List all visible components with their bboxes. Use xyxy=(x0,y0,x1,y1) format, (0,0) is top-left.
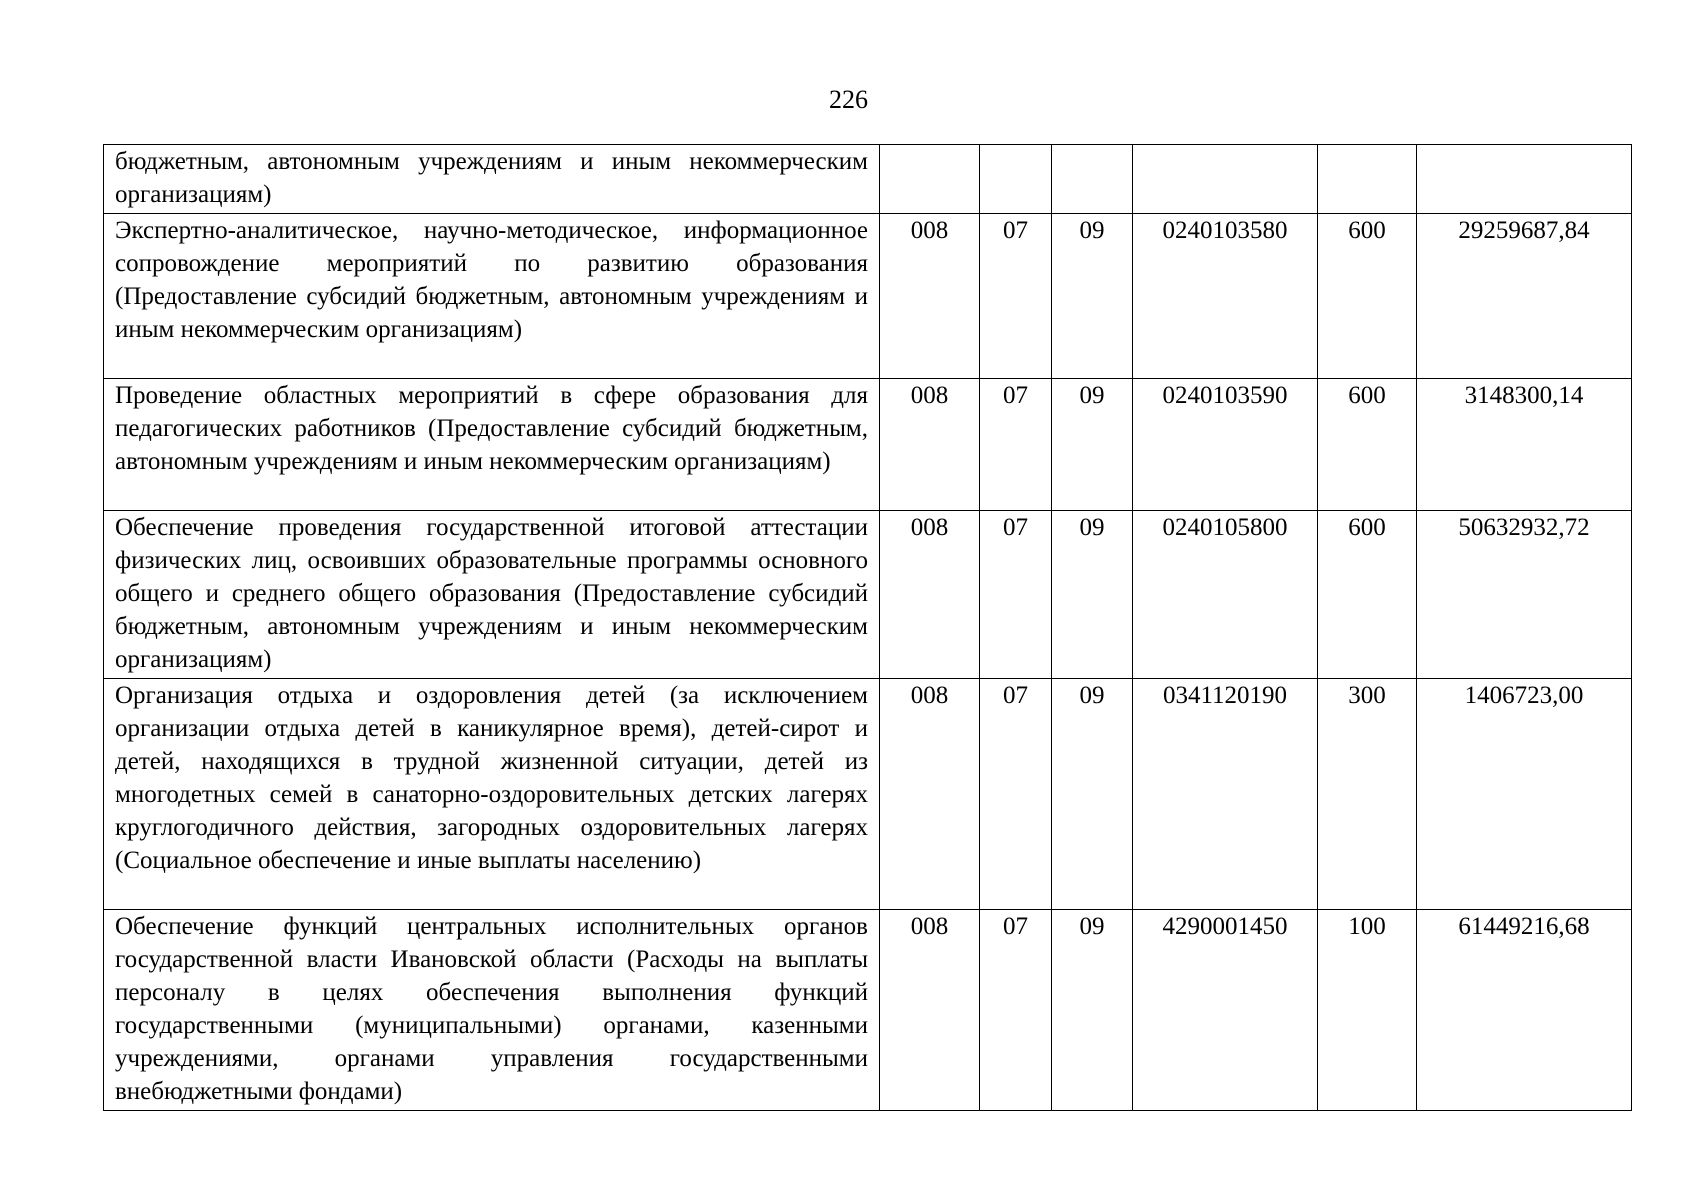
section-code: 07 xyxy=(980,511,1052,679)
table-row xyxy=(104,145,1632,214)
ministry-code: 008 xyxy=(880,214,980,379)
section-code: 07 xyxy=(980,214,1052,379)
row-description: Проведение областных мероприятий в сфере образования для педагогических работников (Предоставление субсидий бюджетным, автономным учреждениям и иным некоммерческим организациям) xyxy=(104,379,880,511)
budget-table xyxy=(103,144,1632,1111)
table-row xyxy=(104,679,1632,910)
expense-type-code xyxy=(1318,145,1417,214)
target-article-code: 0240103580 xyxy=(1133,214,1318,379)
target-article-code: 0240105800 xyxy=(1133,511,1318,679)
ministry-code xyxy=(880,145,980,214)
target-article-code: 0341120190 xyxy=(1133,679,1318,910)
ministry-code: 008 xyxy=(880,379,980,511)
row-description: Экспертно-аналитическое, научно-методическое, информационное сопровождение мероприятий по развитию образования (Предоставление субсидий бюджетным, автономным учреждениям и иным некоммерческим организациям) xyxy=(104,214,880,379)
amount: 50632932,72 xyxy=(1417,511,1632,679)
ministry-code: 008 xyxy=(880,679,980,910)
row-description: бюджетным, автономным учреждениям и иным некоммерческим организациям) xyxy=(104,145,880,214)
row-description: Организация отдыха и оздоровления детей (за исключением организации отдыха детей в каникулярное время), детей-сирот и детей, находящихся в трудной жизненной ситуации, детей из многодетных семей в санаторно-оздоровительных детских лагерях круглогодичного действия, загородных оздоровительных лагерях (Социальное обеспечение и иные выплаты населению) xyxy=(104,679,880,910)
amount: 3148300,14 xyxy=(1417,379,1632,511)
ministry-code: 008 xyxy=(880,511,980,679)
target-article-code: 0240103590 xyxy=(1133,379,1318,511)
expense-type-code: 600 xyxy=(1318,511,1417,679)
section-code: 07 xyxy=(980,379,1052,511)
row-description: Обеспечение проведения государственной итоговой аттестации физических лиц, освоивших образовательные программы основного общего и среднего общего образования (Предоставление субсидий бюджетным, автономным учреждениям и иным некоммерческим организациям) xyxy=(104,511,880,679)
amount: 29259687,84 xyxy=(1417,214,1632,379)
expense-type-code: 100 xyxy=(1318,910,1417,1111)
expense-type-code: 600 xyxy=(1318,214,1417,379)
section-code xyxy=(980,145,1052,214)
subsection-code: 09 xyxy=(1052,379,1133,511)
section-code: 07 xyxy=(980,679,1052,910)
subsection-code: 09 xyxy=(1052,511,1133,679)
amount: 61449216,68 xyxy=(1417,910,1632,1111)
expense-type-code: 300 xyxy=(1318,679,1417,910)
subsection-code: 09 xyxy=(1052,679,1133,910)
row-description: Обеспечение функций центральных исполнительных органов государственной власти Ивановской области (Расходы на выплаты персоналу в целях обеспечения выполнения функций государственными (муниципальными) органами, казенными учреждениями, органами управления государственными внебюджетными фондами) xyxy=(104,910,880,1111)
subsection-code xyxy=(1052,145,1133,214)
section-code: 07 xyxy=(980,910,1052,1111)
amount: 1406723,00 xyxy=(1417,679,1632,910)
table-row xyxy=(104,910,1632,1111)
target-article-code xyxy=(1133,145,1318,214)
amount xyxy=(1417,145,1632,214)
table-row xyxy=(104,214,1632,379)
page-number: 226 xyxy=(829,85,868,114)
ministry-code: 008 xyxy=(880,910,980,1111)
table-row xyxy=(104,379,1632,511)
table-row xyxy=(104,511,1632,679)
subsection-code: 09 xyxy=(1052,910,1133,1111)
subsection-code: 09 xyxy=(1052,214,1133,379)
target-article-code: 4290001450 xyxy=(1133,910,1318,1111)
expense-type-code: 600 xyxy=(1318,379,1417,511)
